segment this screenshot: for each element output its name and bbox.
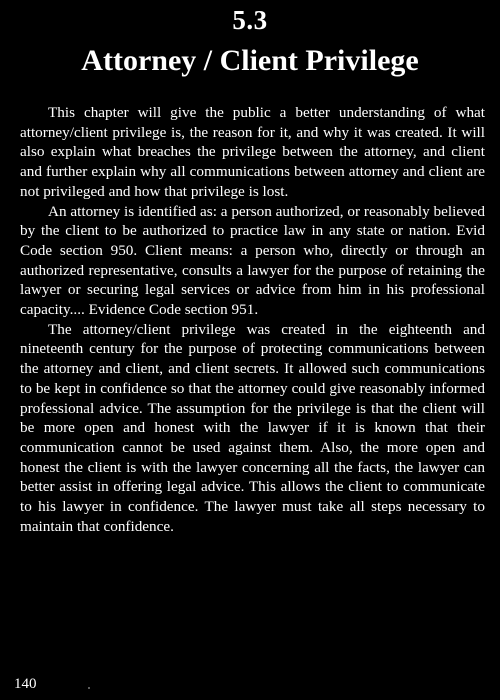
paragraph-intro: This chapter will give the public a better understanding of what attorney/client privilege is, the reason for it, and why it was created. It will also explain what breaches the privilege between the attorney, and client and further explain why all communications between attorney and client are not privileged and how that privilege is lost. bbox=[20, 104, 485, 200]
page-number: 140 bbox=[14, 676, 37, 692]
section-title: Attorney / Client Privilege bbox=[81, 44, 419, 77]
paragraph-definitions: An attorney is identified as: a person authorized, or reasonably believed by the client to be authorized to practice law in any state or nation. Evid Code section 950. Client means: a person who, directly or through an authorized representative, consults a lawyer for the purpose of retaining the lawyer or securing legal services or advice from him in his professional capacity.... Evidence Code section 951. bbox=[20, 202, 485, 319]
scan-speck bbox=[88, 687, 90, 689]
body-text bbox=[20, 103, 485, 536]
section-number: 5.3 bbox=[232, 5, 268, 35]
paragraph-history: The attorney/client privilege was created in the eighteenth and nineteenth century for the purpose of protecting communications between the attorney and client, and client secrets. It allowed such communications to be kept in confidence so that the attorney could give reasonably informed professional advice. The assumption for the privilege is that the client will be more open and honest with the lawyer if it is known that their communication cannot be used against them. Also, the more open and honest the client is with the lawyer concerning all the facts, the lawyer can better assist in offering legal advice. This allows the client to communicate to his lawyer in confidence. The lawyer must take all steps necessary to maintain that confidence. bbox=[20, 320, 485, 535]
